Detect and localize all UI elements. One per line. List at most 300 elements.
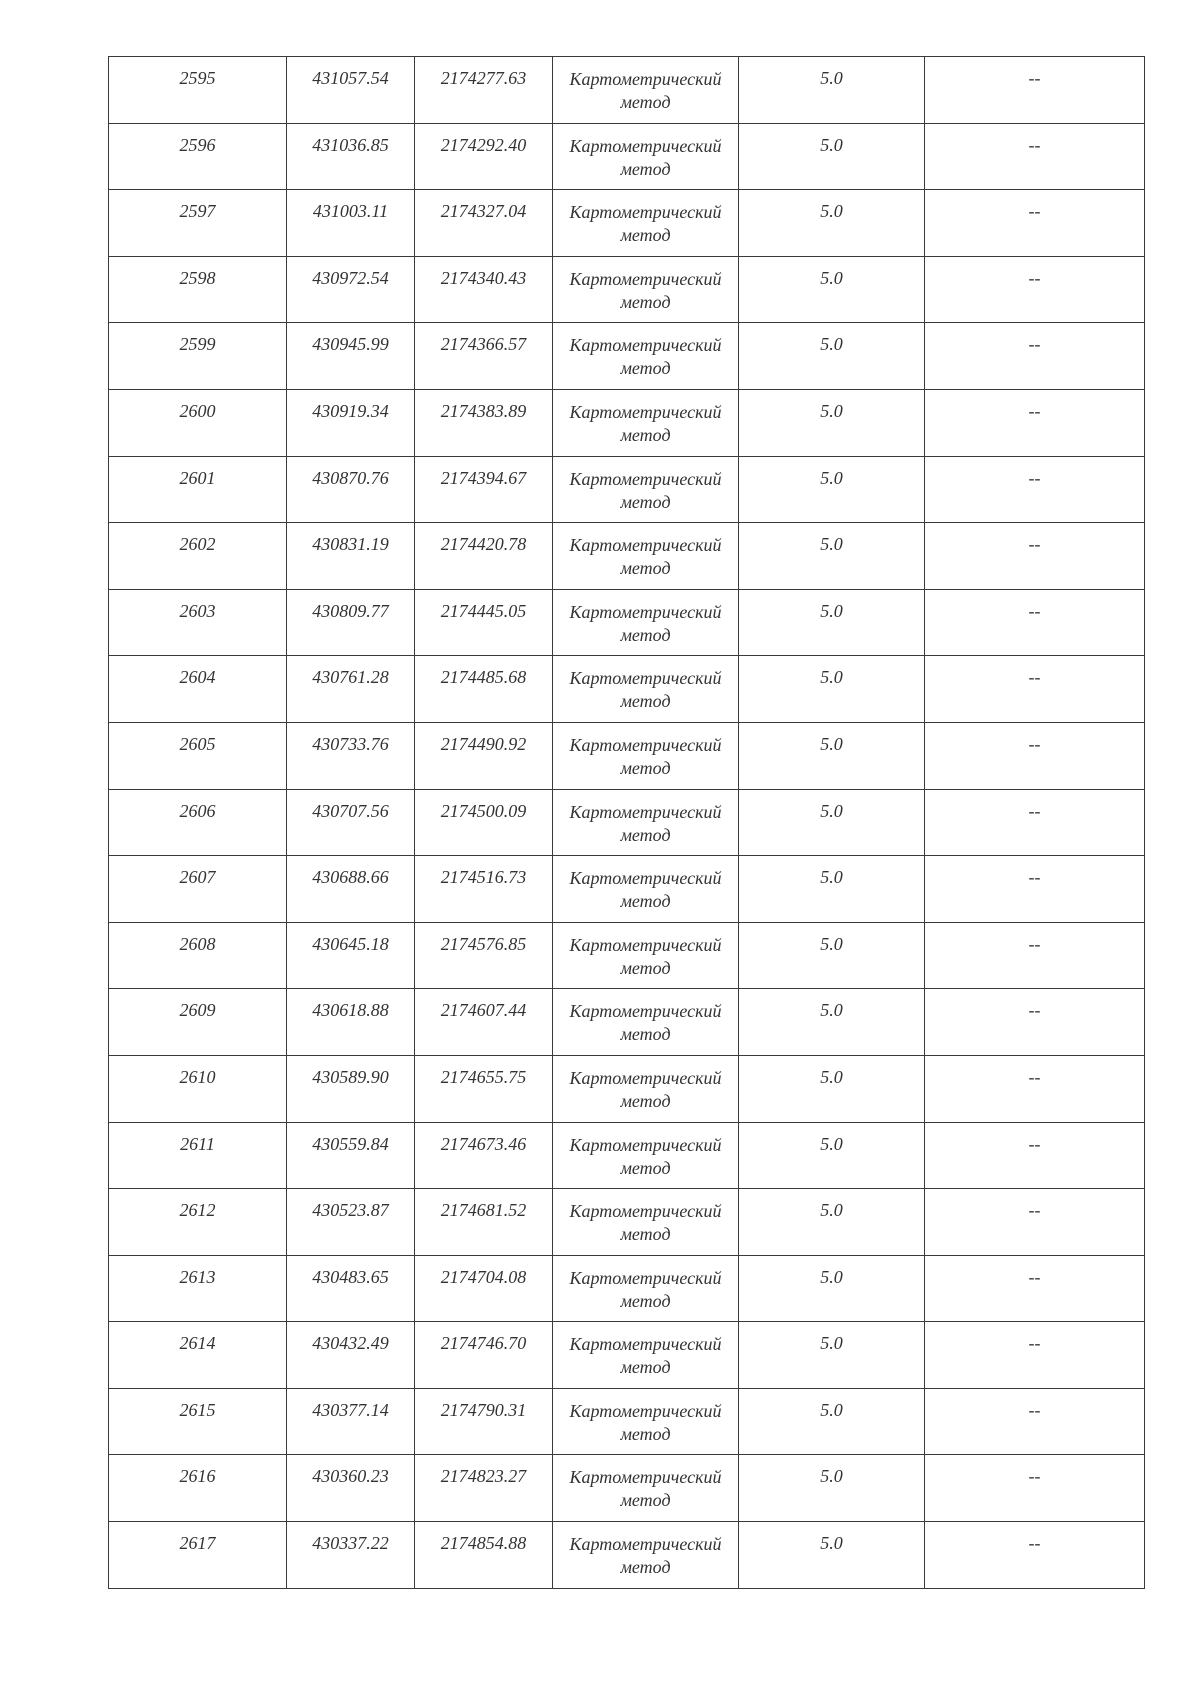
method-line-1: Картометрический [569,535,722,556]
y-coordinate-text: 2174490.92 [440,733,527,754]
table-row [109,722,1145,789]
method-cell [553,856,739,923]
method-line-1: Картометрический [569,934,722,955]
method-cell [553,1322,739,1389]
method-line-1: Картометрический [569,268,722,289]
accuracy-text: 5.0 [820,201,843,222]
x-coordinate-text: 431036.85 [312,134,389,155]
table-row [109,123,1145,190]
accuracy-cell [739,456,925,523]
table-row [109,389,1145,456]
note-text: -- [1028,733,1041,754]
x-coordinate-cell [287,1455,415,1522]
note-cell [925,523,1145,590]
method-text [553,1455,738,1512]
x-coordinate-cell [287,190,415,257]
accuracy-text: 5.0 [820,1133,843,1154]
method-cell [553,589,739,656]
accuracy-text: 5.0 [820,867,843,888]
method-line-1: Картометрический [569,1067,722,1088]
y-coordinate-cell [415,323,553,390]
note-cell [925,656,1145,723]
method-text [553,1522,738,1579]
method-cell [553,922,739,989]
accuracy-text: 5.0 [820,600,843,621]
y-coordinate-cell [415,1388,553,1455]
point-number-text: 2601 [179,467,216,488]
y-coordinate-text: 2174340.43 [440,267,527,288]
x-coordinate-cell [287,922,415,989]
x-coordinate-text: 430360.23 [312,1466,389,1487]
method-cell [553,1255,739,1322]
point-number-text: 2605 [179,733,216,754]
y-coordinate-cell [415,123,553,190]
accuracy-cell [739,256,925,323]
accuracy-cell [739,856,925,923]
note-cell [925,922,1145,989]
note-cell [925,789,1145,856]
note-text: -- [1028,1466,1041,1487]
method-line-1: Картометрический [569,335,722,356]
method-text [553,124,738,181]
y-coordinate-cell [415,1522,553,1589]
y-coordinate-text: 2174673.46 [440,1133,527,1154]
method-line-2: метод [620,824,671,845]
point-number-cell [109,589,287,656]
accuracy-text: 5.0 [820,733,843,754]
table-row [109,989,1145,1056]
table-row [109,1455,1145,1522]
y-coordinate-text: 2174420.78 [440,534,527,555]
method-line-2: метод [620,1157,671,1178]
note-cell [925,1055,1145,1122]
accuracy-cell [739,190,925,257]
accuracy-text: 5.0 [820,1200,843,1221]
y-coordinate-text: 2174607.44 [440,1000,527,1021]
x-coordinate-text: 430733.76 [312,733,389,754]
accuracy-cell [739,323,925,390]
note-cell [925,1388,1145,1455]
method-line-2: метод [620,1357,671,1378]
x-coordinate-cell [287,1055,415,1122]
method-line-1: Картометрический [569,1267,722,1288]
method-text [553,590,738,647]
point-number-cell [109,989,287,1056]
method-line-1: Картометрический [569,401,722,422]
y-coordinate-cell [415,256,553,323]
method-text [553,923,738,980]
note-cell [925,389,1145,456]
y-coordinate-cell [415,456,553,523]
point-number-cell [109,57,287,124]
point-number-text: 2600 [179,400,216,421]
y-coordinate-text: 2174327.04 [440,201,527,222]
table-row [109,789,1145,856]
table-row [109,1522,1145,1589]
y-coordinate-cell [415,57,553,124]
accuracy-cell [739,989,925,1056]
table-row [109,1122,1145,1189]
note-cell [925,1122,1145,1189]
y-coordinate-text: 2174790.31 [440,1399,527,1420]
method-line-1: Картометрический [569,1534,722,1555]
accuracy-text: 5.0 [820,800,843,821]
method-text [553,790,738,847]
point-number-text: 2602 [179,534,216,555]
note-cell [925,190,1145,257]
method-line-2: метод [620,1490,671,1511]
note-cell [925,256,1145,323]
x-coordinate-text: 430432.49 [312,1333,389,1354]
point-number-cell [109,389,287,456]
note-cell [925,1255,1145,1322]
point-number-cell [109,656,287,723]
method-cell [553,1189,739,1256]
accuracy-text: 5.0 [820,400,843,421]
point-number-cell [109,1388,287,1455]
accuracy-cell [739,57,925,124]
accuracy-text: 5.0 [820,1399,843,1420]
point-number-cell [109,456,287,523]
y-coordinate-text: 2174854.88 [440,1533,527,1554]
x-coordinate-text: 430809.77 [312,600,389,621]
method-line-2: метод [620,558,671,579]
note-text: -- [1028,667,1041,688]
method-line-2: метод [620,1224,671,1245]
accuracy-text: 5.0 [820,1066,843,1087]
method-cell [553,989,739,1056]
point-number-text: 2596 [179,134,216,155]
point-number-text: 2607 [179,867,216,888]
point-number-text: 2611 [180,1133,215,1154]
method-line-1: Картометрический [569,1001,722,1022]
accuracy-cell [739,1522,925,1589]
x-coordinate-cell [287,1322,415,1389]
y-coordinate-text: 2174704.08 [440,1266,527,1287]
y-coordinate-cell [415,722,553,789]
note-text: -- [1028,534,1041,555]
method-line-1: Картометрический [569,69,722,89]
method-cell [553,256,739,323]
table-row [109,323,1145,390]
point-number-text: 2598 [179,267,216,288]
table-row [109,856,1145,923]
accuracy-cell [739,1189,925,1256]
x-coordinate-text: 430972.54 [312,267,389,288]
y-coordinate-cell [415,589,553,656]
note-text: -- [1028,1266,1041,1287]
y-coordinate-text: 2174292.40 [440,134,527,155]
accuracy-text: 5.0 [820,1533,843,1554]
method-cell [553,1122,739,1189]
y-coordinate-text: 2174394.67 [440,467,527,488]
accuracy-cell [739,722,925,789]
method-text [553,457,738,514]
method-line-2: метод [620,358,671,379]
table-row [109,1189,1145,1256]
x-coordinate-text: 431003.11 [312,201,389,222]
method-text [553,1123,738,1180]
method-line-1: Картометрический [569,1134,722,1155]
note-cell [925,1455,1145,1522]
point-number-text: 2608 [179,933,216,954]
point-number-cell [109,1455,287,1522]
method-line-1: Картометрический [569,1201,722,1222]
y-coordinate-cell [415,789,553,856]
x-coordinate-text: 430559.84 [312,1133,389,1154]
note-cell [925,456,1145,523]
accuracy-cell [739,922,925,989]
method-line-2: метод [620,957,671,978]
method-line-2: метод [620,891,671,912]
note-cell [925,989,1145,1056]
point-number-text: 2595 [179,68,216,88]
accuracy-cell [739,656,925,723]
y-coordinate-cell [415,1322,553,1389]
x-coordinate-cell [287,722,415,789]
x-coordinate-cell [287,323,415,390]
y-coordinate-cell [415,989,553,1056]
method-line-1: Картометрический [569,1334,722,1355]
x-coordinate-text: 430831.19 [312,534,389,555]
method-line-1: Картометрический [569,801,722,822]
table-row [109,190,1145,257]
accuracy-text: 5.0 [820,1000,843,1021]
note-text: -- [1028,1066,1041,1087]
accuracy-text: 5.0 [820,334,843,355]
method-text [553,1189,738,1246]
accuracy-text: 5.0 [820,134,843,155]
accuracy-cell [739,389,925,456]
coordinates-table [108,56,1145,1589]
accuracy-cell [739,123,925,190]
note-cell [925,1522,1145,1589]
method-cell [553,1055,739,1122]
method-line-2: метод [620,1423,671,1444]
y-coordinate-text: 2174746.70 [440,1333,527,1354]
table-row [109,256,1145,323]
note-cell [925,1189,1145,1256]
x-coordinate-text: 430337.22 [312,1533,389,1554]
method-text [553,989,738,1046]
x-coordinate-cell [287,589,415,656]
x-coordinate-cell [287,656,415,723]
y-coordinate-cell [415,856,553,923]
method-line-2: метод [620,1557,671,1578]
point-number-text: 2597 [179,201,216,222]
note-text: -- [1028,1133,1041,1154]
table-row [109,656,1145,723]
point-number-text: 2599 [179,334,216,355]
note-text: -- [1028,201,1041,222]
x-coordinate-cell [287,256,415,323]
method-line-2: метод [620,757,671,778]
method-text [553,1389,738,1446]
y-coordinate-text: 2174823.27 [440,1466,527,1487]
point-number-cell [109,1189,287,1256]
accuracy-cell [739,789,925,856]
y-coordinate-cell [415,190,553,257]
method-cell [553,57,739,124]
method-cell [553,1522,739,1589]
table-row [109,1388,1145,1455]
x-coordinate-text: 430618.88 [312,1000,389,1021]
note-cell [925,722,1145,789]
method-line-2: метод [620,291,671,312]
note-text: -- [1028,267,1041,288]
x-coordinate-cell [287,1189,415,1256]
x-coordinate-cell [287,57,415,124]
method-line-2: метод [620,158,671,179]
note-text: -- [1028,400,1041,421]
method-text [553,723,738,780]
accuracy-text: 5.0 [820,1466,843,1487]
x-coordinate-text: 430377.14 [312,1399,389,1420]
note-text: -- [1028,1333,1041,1354]
y-coordinate-text: 2174366.57 [440,334,527,355]
point-number-text: 2615 [179,1399,216,1420]
method-text [553,523,738,580]
method-line-1: Картометрический [569,601,722,622]
y-coordinate-text: 2174681.52 [440,1200,527,1221]
accuracy-text: 5.0 [820,1266,843,1287]
y-coordinate-text: 2174485.68 [440,667,527,688]
x-coordinate-cell [287,989,415,1056]
x-coordinate-cell [287,523,415,590]
method-line-1: Картометрический [569,734,722,755]
y-coordinate-cell [415,523,553,590]
note-cell [925,123,1145,190]
y-coordinate-cell [415,1189,553,1256]
table-row [109,456,1145,523]
method-text [553,323,738,380]
point-number-cell [109,722,287,789]
y-coordinate-text: 2174516.73 [440,867,527,888]
method-cell [553,523,739,590]
note-text: -- [1028,867,1041,888]
table-row [109,523,1145,590]
x-coordinate-text: 430688.66 [312,867,389,888]
accuracy-text: 5.0 [820,667,843,688]
accuracy-text: 5.0 [820,467,843,488]
point-number-cell [109,922,287,989]
accuracy-cell [739,523,925,590]
y-coordinate-cell [415,389,553,456]
accuracy-text: 5.0 [820,267,843,288]
method-text [553,57,738,114]
point-number-text: 2604 [179,667,216,688]
note-cell [925,856,1145,923]
note-text: -- [1028,1533,1041,1554]
point-number-cell [109,523,287,590]
accuracy-text: 5.0 [820,1333,843,1354]
note-text: -- [1028,1399,1041,1420]
method-cell [553,190,739,257]
note-text: -- [1028,467,1041,488]
method-line-2: метод [620,1024,671,1045]
method-line-2: метод [620,1290,671,1311]
x-coordinate-text: 430645.18 [312,933,389,954]
accuracy-text: 5.0 [820,68,843,88]
method-cell [553,123,739,190]
table-row [109,1322,1145,1389]
note-text: -- [1028,800,1041,821]
y-coordinate-text: 2174383.89 [440,400,527,421]
method-line-2: метод [620,491,671,512]
point-number-cell [109,323,287,390]
method-text [553,1256,738,1313]
x-coordinate-text: 430707.56 [312,800,389,821]
point-number-cell [109,1322,287,1389]
method-line-2: метод [620,1090,671,1111]
point-number-text: 2613 [179,1266,216,1287]
note-text: -- [1028,1200,1041,1221]
y-coordinate-cell [415,1122,553,1189]
accuracy-cell [739,1322,925,1389]
point-number-cell [109,1522,287,1589]
method-cell [553,722,739,789]
note-text: -- [1028,600,1041,621]
table-row [109,57,1145,124]
method-line-1: Картометрический [569,668,722,689]
point-number-cell [109,789,287,856]
point-number-cell [109,1055,287,1122]
method-cell [553,656,739,723]
x-coordinate-text: 430945.99 [312,334,389,355]
note-text: -- [1028,134,1041,155]
x-coordinate-cell [287,1388,415,1455]
x-coordinate-cell [287,789,415,856]
method-line-2: метод [620,624,671,645]
x-coordinate-cell [287,856,415,923]
method-cell [553,789,739,856]
table-row [109,589,1145,656]
y-coordinate-text: 2174500.09 [440,800,527,821]
method-line-2: метод [620,225,671,246]
y-coordinate-cell [415,1255,553,1322]
x-coordinate-cell [287,1122,415,1189]
method-line-2: метод [620,92,671,112]
note-cell [925,1322,1145,1389]
note-text: -- [1028,933,1041,954]
accuracy-text: 5.0 [820,933,843,954]
point-number-text: 2610 [179,1066,216,1087]
point-number-cell [109,856,287,923]
note-text: -- [1028,1000,1041,1021]
x-coordinate-text: 430919.34 [312,400,389,421]
note-cell [925,589,1145,656]
accuracy-cell [739,1255,925,1322]
accuracy-cell [739,1055,925,1122]
y-coordinate-cell [415,1055,553,1122]
x-coordinate-text: 431057.54 [312,68,389,88]
x-coordinate-cell [287,1522,415,1589]
y-coordinate-cell [415,656,553,723]
accuracy-cell [739,1455,925,1522]
y-coordinate-text: 2174277.63 [440,68,527,88]
method-text [553,190,738,247]
note-text: -- [1028,68,1041,88]
method-cell [553,456,739,523]
method-line-1: Картометрический [569,1400,722,1421]
method-line-2: метод [620,424,671,445]
table-row [109,1255,1145,1322]
method-cell [553,1455,739,1522]
point-number-cell [109,1255,287,1322]
point-number-text: 2609 [179,1000,216,1021]
method-cell [553,323,739,390]
method-line-1: Картометрический [569,1467,722,1488]
